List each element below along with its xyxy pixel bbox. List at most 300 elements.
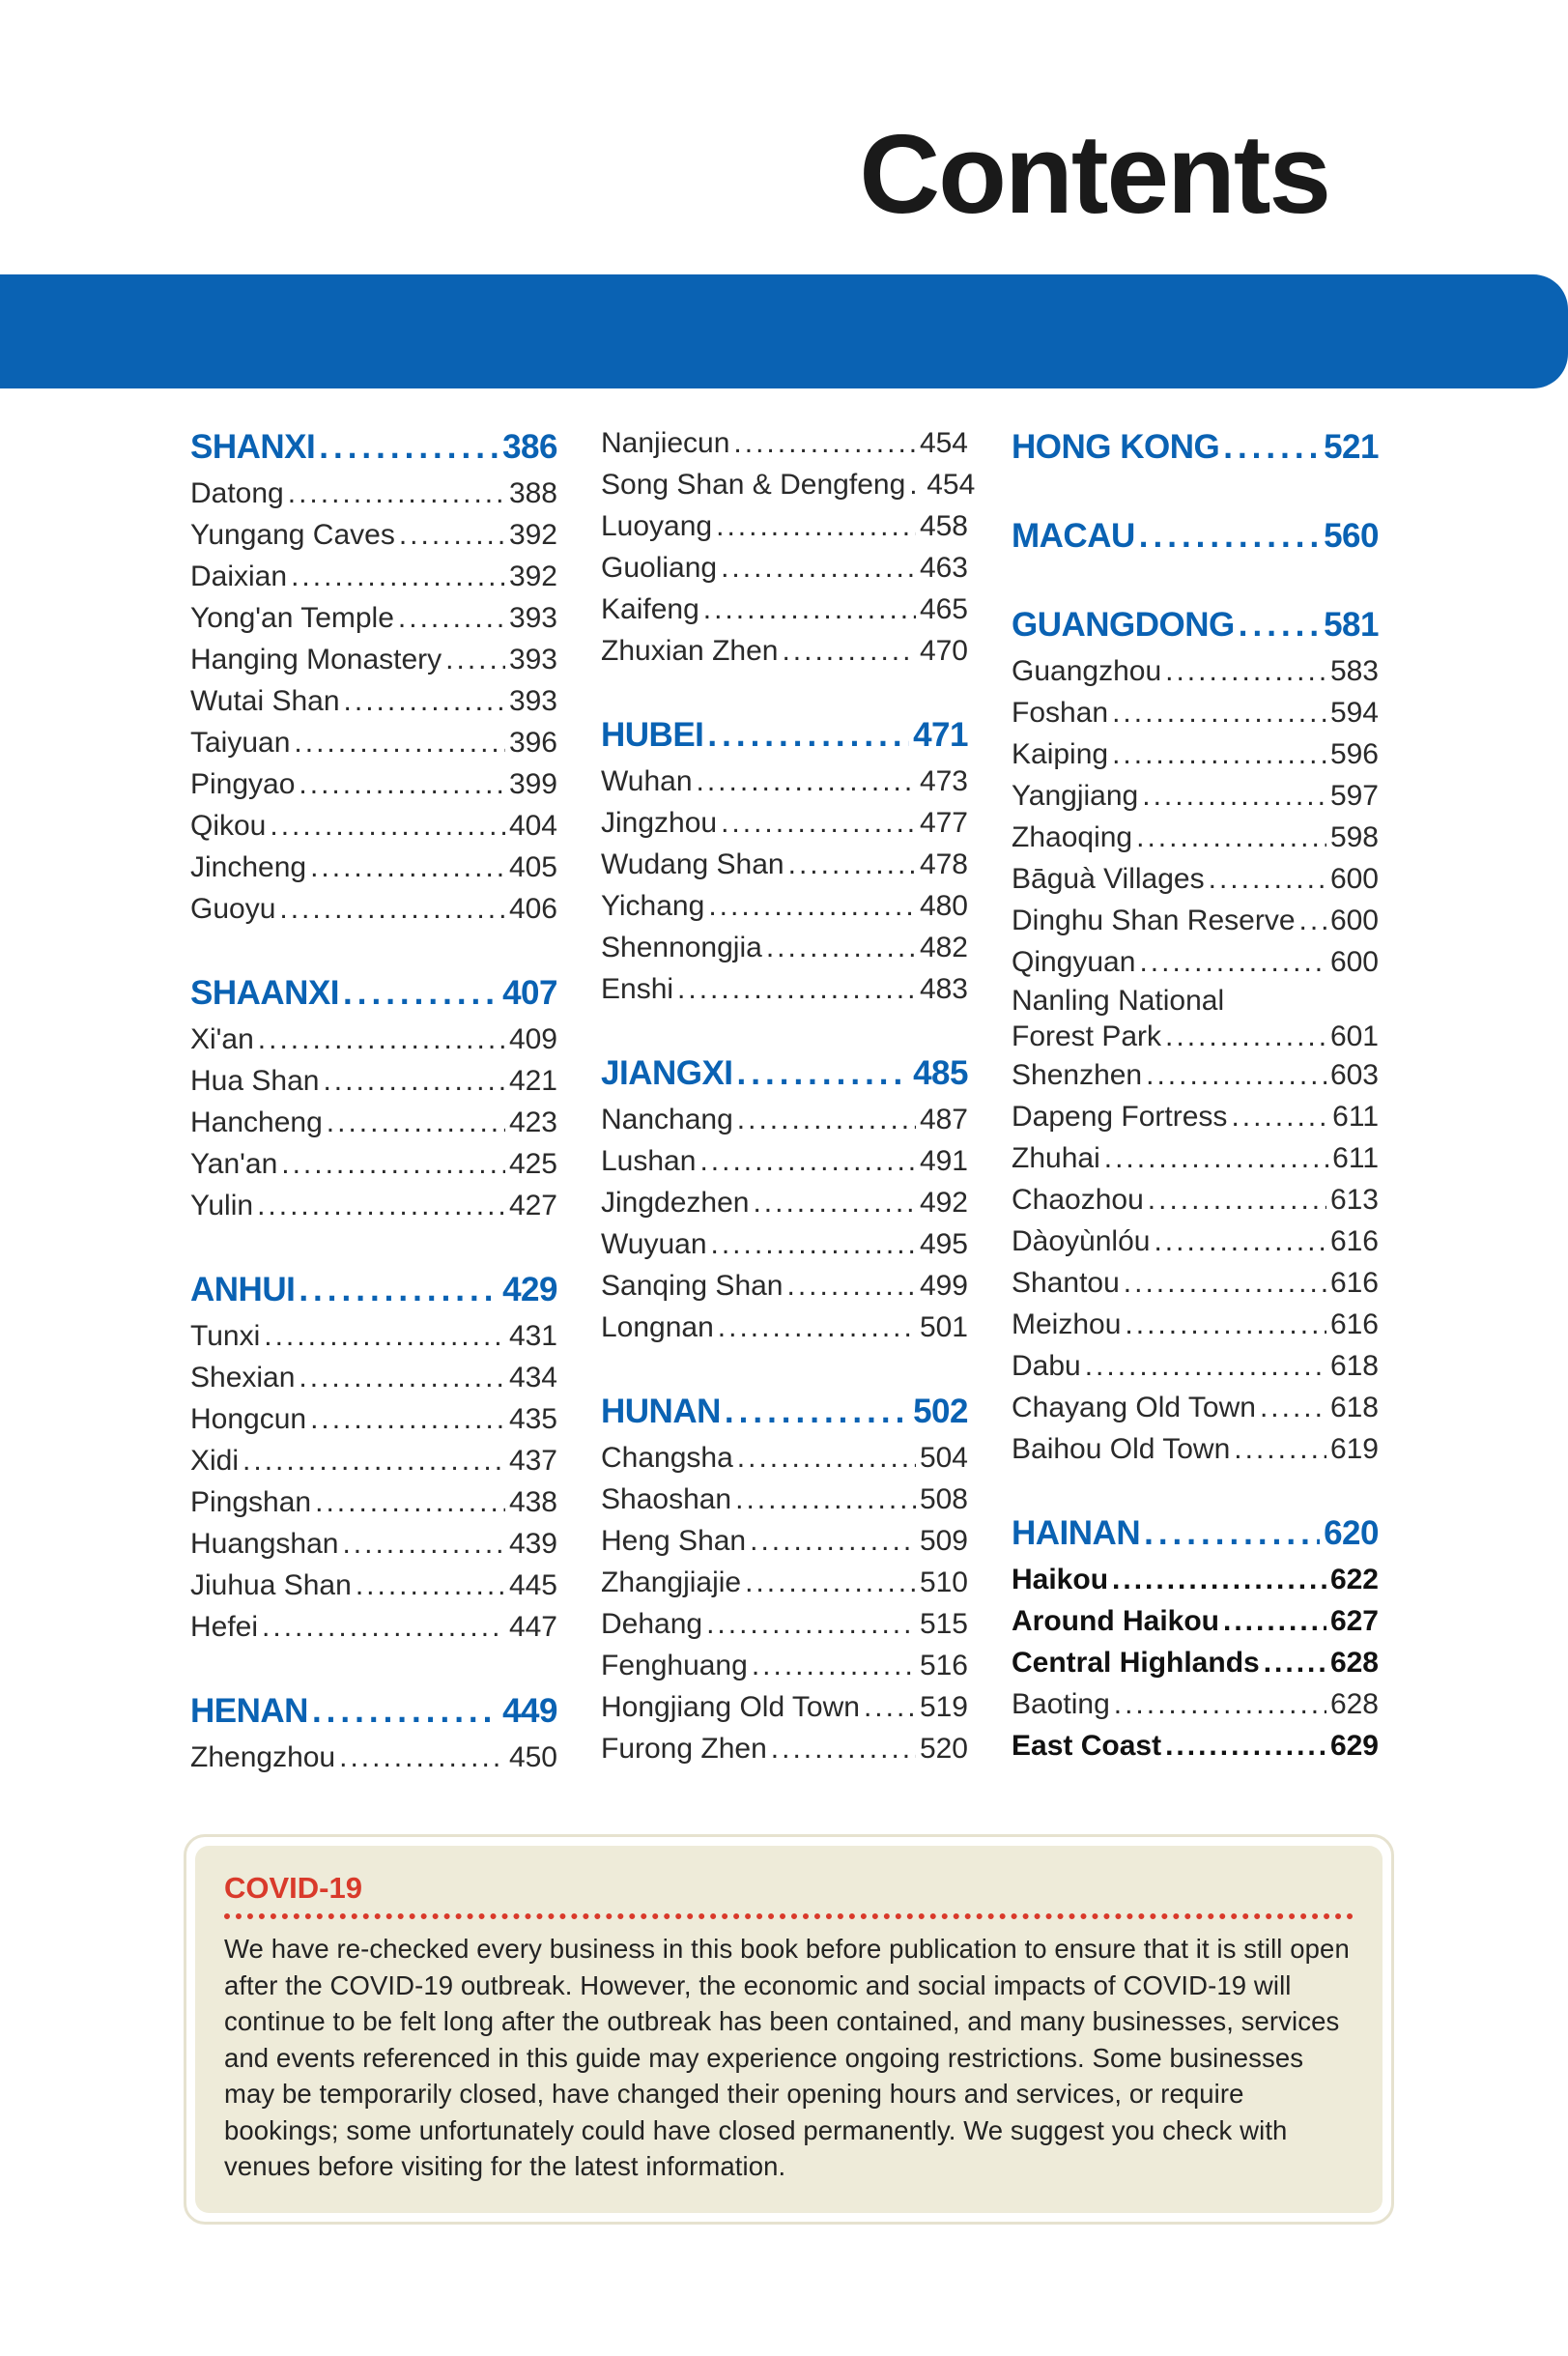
dot-leader <box>1112 1559 1326 1600</box>
dot-leader <box>1264 1642 1326 1683</box>
toc-entry-page: 616 <box>1329 1267 1379 1299</box>
toc-entry-page: 439 <box>508 1528 557 1560</box>
toc-entry-label: Song Shan & Dengfeng <box>601 469 906 501</box>
dot-leader <box>864 1686 916 1728</box>
toc-entry-page: 611 <box>1332 1101 1379 1133</box>
toc-entry-label: Jingdezhen <box>601 1187 750 1219</box>
section-gap <box>601 1348 968 1387</box>
dot-leader <box>745 1562 916 1603</box>
toc-entry-page: 613 <box>1329 1184 1379 1216</box>
toc-section-heading[interactable] <box>190 968 557 1019</box>
dot-leader <box>1260 1387 1326 1428</box>
toc-entry-label: Shennongjia <box>601 932 762 963</box>
toc-entry-page: 393 <box>508 602 557 634</box>
toc-entry-page: 425 <box>508 1148 557 1180</box>
section-page: 502 <box>913 1393 968 1430</box>
toc-entry-label: Longnan <box>601 1311 714 1343</box>
toc-entry-label: Hongcun <box>190 1403 307 1435</box>
toc-entry-page: 622 <box>1329 1564 1379 1595</box>
toc-entry[interactable] <box>1012 1600 1379 1642</box>
section-gap <box>190 930 557 968</box>
dot-leader <box>737 1049 910 1099</box>
dot-leader <box>753 1182 915 1223</box>
dot-leader <box>782 630 915 672</box>
toc-entry-page: 601 <box>1329 1020 1379 1052</box>
section-page: 449 <box>502 1692 557 1730</box>
toc-entry-label: Furong Zhen <box>601 1733 767 1765</box>
dot-leader <box>1223 422 1320 473</box>
toc-entry-page: 611 <box>1332 1142 1379 1174</box>
toc-entry-page: 463 <box>919 552 968 584</box>
toc-entry-label: Hefei <box>190 1611 259 1643</box>
toc-entry[interactable] <box>190 1398 557 1440</box>
toc-entry[interactable] <box>190 639 557 680</box>
dot-leader <box>909 464 923 505</box>
toc-entry[interactable] <box>1012 692 1379 733</box>
dot-leader <box>339 1737 505 1778</box>
toc-entry[interactable] <box>601 589 968 630</box>
toc-entry-page: 510 <box>919 1566 968 1598</box>
toc-entry-page: 437 <box>508 1445 557 1477</box>
toc-entry[interactable] <box>601 761 968 802</box>
dot-leader <box>707 710 909 761</box>
toc-entry-label: Dàoyùnlóu <box>1012 1225 1151 1257</box>
toc-entry-label: Yungang Caves <box>190 519 395 551</box>
toc-entry-label: Dabu <box>1012 1350 1081 1382</box>
dot-leader <box>1139 511 1320 561</box>
toc-entry-page: 603 <box>1329 1059 1379 1091</box>
toc-entry[interactable] <box>601 1728 968 1769</box>
dot-leader <box>399 514 505 556</box>
toc-entry[interactable] <box>601 1265 968 1307</box>
toc-entry-page: 516 <box>919 1650 968 1681</box>
toc-entry[interactable] <box>1012 1054 1379 1096</box>
toc-entry-label: Wutai Shan <box>190 685 340 717</box>
dot-leader <box>1234 1428 1326 1470</box>
dot-leader <box>1239 600 1320 650</box>
toc-entry-page: 482 <box>919 932 968 963</box>
section-title: MACAU <box>1012 517 1135 555</box>
toc-entry[interactable] <box>1012 1345 1379 1387</box>
toc-entry-page: 388 <box>508 477 557 509</box>
toc-entry[interactable] <box>190 763 557 805</box>
dot-leader <box>1223 1600 1326 1642</box>
toc-entry-page: 406 <box>508 893 557 925</box>
toc-entry[interactable] <box>1012 983 1379 1054</box>
toc-entry-label: Kaifeng <box>601 593 699 625</box>
dot-leader <box>1104 1137 1328 1179</box>
dot-leader <box>711 1223 916 1265</box>
toc-entry[interactable] <box>1012 1725 1379 1767</box>
dot-leader <box>1114 1683 1326 1725</box>
toc-entry-label: Xidi <box>190 1445 240 1477</box>
toc-entry[interactable] <box>190 1315 557 1357</box>
toc-entry-page: 508 <box>919 1483 968 1515</box>
toc-column-3 <box>1012 422 1379 1767</box>
toc-entry-label: Guangzhou <box>1012 655 1162 687</box>
dot-leader <box>356 1565 505 1606</box>
toc-entry-label: Wuyuan <box>601 1228 707 1260</box>
toc-entry-label: Chaozhou <box>1012 1184 1144 1216</box>
toc-entry[interactable] <box>190 1143 557 1185</box>
toc-section-heading[interactable] <box>1012 600 1379 650</box>
toc-entry-page: 499 <box>919 1270 968 1302</box>
toc-entry-line <box>1012 1019 1379 1054</box>
toc-entry[interactable] <box>1012 1428 1379 1470</box>
toc-entry-label: Shenzhen <box>1012 1059 1143 1091</box>
section-title: SHANXI <box>190 428 316 466</box>
toc-section-heading[interactable] <box>1012 1508 1379 1559</box>
toc-entry-page: 434 <box>508 1362 557 1393</box>
dot-leader <box>312 1686 499 1737</box>
toc-entry-page: 491 <box>919 1145 968 1177</box>
dot-leader <box>697 761 916 802</box>
toc-entry[interactable] <box>601 547 968 589</box>
toc-entry[interactable] <box>190 1357 557 1398</box>
toc-entry[interactable] <box>601 1182 968 1223</box>
dot-leader <box>310 1398 505 1440</box>
toc-entry-page: 396 <box>508 727 557 759</box>
toc-entry[interactable] <box>1012 1559 1379 1600</box>
toc-entry-page: 431 <box>508 1320 557 1352</box>
toc-entry[interactable] <box>601 927 968 968</box>
toc-entry-page: 492 <box>919 1187 968 1219</box>
dot-leader <box>718 1307 916 1348</box>
toc-entry[interactable] <box>601 1479 968 1520</box>
dot-leader <box>270 805 505 847</box>
dot-leader <box>725 1387 909 1437</box>
toc-entry-label: Wudang Shan <box>601 848 784 880</box>
section-title: JIANGXI <box>601 1054 733 1092</box>
dot-leader <box>1112 733 1326 775</box>
toc-entry[interactable] <box>190 1481 557 1523</box>
toc-entry-page: 487 <box>919 1104 968 1135</box>
dot-leader <box>1139 941 1326 983</box>
toc-entry[interactable] <box>1012 1096 1379 1137</box>
toc-section-heading[interactable] <box>190 422 557 473</box>
toc-entry-label: Yong'an Temple <box>190 602 394 634</box>
toc-entry-label: Qikou <box>190 810 267 842</box>
toc-entry-label: East Coast <box>1012 1730 1162 1762</box>
toc-entry-label: Guoyu <box>190 893 276 925</box>
section-page: 429 <box>502 1271 557 1308</box>
toc-entry[interactable] <box>190 1606 557 1648</box>
toc-entry-page: 600 <box>1329 863 1379 895</box>
toc-entry-label: Dinghu Shan Reserve <box>1012 905 1296 936</box>
section-page: 386 <box>502 428 557 466</box>
covid-title: COVID-19 <box>224 1871 362 1905</box>
toc-entry[interactable] <box>190 1019 557 1060</box>
toc-entry-label: Haikou <box>1012 1564 1109 1595</box>
toc-entry-page: 628 <box>1329 1647 1379 1679</box>
toc-entry-page: 392 <box>508 519 557 551</box>
toc-entry-label: Tunxi <box>190 1320 261 1352</box>
toc-section-heading[interactable] <box>190 1265 557 1315</box>
toc-entry[interactable] <box>601 1562 968 1603</box>
toc-entry-label: Dehang <box>601 1608 703 1640</box>
toc-entry-label: Zhengzhou <box>190 1741 336 1773</box>
dot-leader <box>262 1606 505 1648</box>
toc-entry-label: Shantou <box>1012 1267 1120 1299</box>
dot-leader <box>708 885 916 927</box>
section-title: HENAN <box>190 1692 308 1730</box>
covid-notice <box>184 1834 1394 2225</box>
toc-entry[interactable] <box>1012 775 1379 817</box>
dot-leader <box>1136 817 1326 858</box>
toc-entry-page: 515 <box>919 1608 968 1640</box>
dot-leader <box>319 422 499 473</box>
toc-entry-page: 600 <box>1329 905 1379 936</box>
toc-entry[interactable] <box>601 885 968 927</box>
toc-entry-label: Pingshan <box>190 1486 312 1518</box>
toc-entry[interactable] <box>601 1099 968 1140</box>
section-title: HAINAN <box>1012 1514 1141 1552</box>
toc-entry[interactable] <box>190 805 557 847</box>
section-page: 521 <box>1324 428 1379 466</box>
toc-entry-label: Sanqing Shan <box>601 1270 784 1302</box>
dot-leader <box>1165 650 1326 692</box>
toc-column-1 <box>190 422 557 1778</box>
section-title: HONG KONG <box>1012 428 1220 466</box>
toc-entry[interactable] <box>601 1645 968 1686</box>
dot-leader <box>771 1728 916 1769</box>
dot-leader <box>677 968 916 1010</box>
toc-entry[interactable] <box>1012 1387 1379 1428</box>
dot-leader <box>258 1019 505 1060</box>
section-title: HUBEI <box>601 716 704 754</box>
toc-entry-label: Xi'an <box>190 1023 254 1055</box>
toc-entry[interactable] <box>601 1307 968 1348</box>
section-page: 620 <box>1324 1514 1379 1552</box>
toc-entry[interactable] <box>601 1520 968 1562</box>
toc-entry-label: Fenghuang <box>601 1650 748 1681</box>
dot-leader <box>737 1099 916 1140</box>
dot-leader <box>291 556 505 597</box>
section-page: 581 <box>1324 606 1379 644</box>
toc-entry-label: Jincheng <box>190 851 307 883</box>
section-gap <box>1012 1470 1379 1508</box>
toc-entry-page: 616 <box>1329 1308 1379 1340</box>
toc-entry[interactable] <box>1012 858 1379 900</box>
toc-entry-page: 501 <box>919 1311 968 1343</box>
dot-leader <box>264 1315 505 1357</box>
toc-entry[interactable] <box>601 1603 968 1645</box>
toc-entry-page: 596 <box>1329 738 1379 770</box>
dot-leader <box>242 1440 505 1481</box>
toc-entry-label: Yichang <box>601 890 705 922</box>
toc-entry-label: Lushan <box>601 1145 697 1177</box>
toc-entry-page: 597 <box>1329 780 1379 812</box>
toc-entry[interactable] <box>190 514 557 556</box>
dot-leader <box>1209 858 1326 900</box>
toc-entry[interactable] <box>190 1737 557 1778</box>
toc-entry[interactable] <box>601 968 968 1010</box>
toc-entry-label: Daixian <box>190 560 288 592</box>
toc-entry[interactable] <box>601 802 968 844</box>
toc-entry[interactable] <box>601 505 968 547</box>
section-page: 471 <box>913 716 968 754</box>
dot-leader <box>1125 1304 1326 1345</box>
toc-entry-label: Guoliang <box>601 552 718 584</box>
toc-entry-page: 619 <box>1329 1433 1379 1465</box>
section-gap <box>601 672 968 710</box>
dot-leader <box>787 1265 916 1307</box>
toc-entry[interactable] <box>1012 900 1379 941</box>
toc-entry-page: 520 <box>919 1733 968 1765</box>
toc-section-heading[interactable] <box>601 1387 968 1437</box>
toc-entry[interactable] <box>190 1060 557 1102</box>
dot-leader <box>1154 1221 1326 1262</box>
toc-entry-label: Enshi <box>601 973 674 1005</box>
dot-leader <box>344 680 505 722</box>
dot-leader <box>721 547 916 589</box>
toc-entry-page: 616 <box>1329 1225 1379 1257</box>
toc-entry[interactable] <box>190 722 557 763</box>
toc-entry[interactable] <box>1012 733 1379 775</box>
section-gap <box>190 1226 557 1265</box>
toc-entry[interactable] <box>190 1102 557 1143</box>
toc-entry-page: 405 <box>508 851 557 883</box>
toc-entry-page: 399 <box>508 768 557 800</box>
toc-entry-label: Jingzhou <box>601 807 718 839</box>
toc-entry-page: 483 <box>919 973 968 1005</box>
dot-leader <box>343 968 499 1019</box>
dot-leader <box>1124 1262 1326 1304</box>
toc-entry-label: Dapeng Fortress <box>1012 1101 1228 1133</box>
toc-entry[interactable] <box>190 473 557 514</box>
section-page: 560 <box>1324 517 1379 555</box>
toc-entry-label: Hongjiang Old Town <box>601 1691 860 1723</box>
toc-entry-page: 458 <box>919 510 968 542</box>
dot-leader <box>294 722 505 763</box>
toc-entry-label: Zhuhai <box>1012 1142 1100 1174</box>
covid-dotted-rule <box>224 1913 1354 1919</box>
toc-entry[interactable] <box>190 556 557 597</box>
dot-leader <box>323 1060 505 1102</box>
toc-entry-page: 598 <box>1329 821 1379 853</box>
toc-entry-label: Baoting <box>1012 1688 1110 1720</box>
toc-entry-label: Yangjiang <box>1012 780 1139 812</box>
dot-leader <box>257 1185 505 1226</box>
toc-entry[interactable] <box>601 844 968 885</box>
section-page: 407 <box>502 974 557 1012</box>
toc-entry[interactable] <box>601 464 976 505</box>
toc-entry[interactable] <box>601 1437 968 1479</box>
toc-entry-label: Shexian <box>190 1362 296 1393</box>
dot-leader <box>766 927 916 968</box>
covid-notice-panel <box>195 1846 1383 2213</box>
toc-entry-page: 450 <box>508 1741 557 1773</box>
toc-entry-label: Nanchang <box>601 1104 733 1135</box>
toc-entry[interactable] <box>190 1440 557 1481</box>
dot-leader <box>281 1143 505 1185</box>
toc-entry-page: 495 <box>919 1228 968 1260</box>
toc-entry-page: 404 <box>508 810 557 842</box>
dot-leader <box>315 1481 505 1523</box>
toc-entry[interactable] <box>601 630 968 672</box>
toc-entry-page: 470 <box>919 635 968 667</box>
dot-leader <box>1148 1179 1326 1221</box>
toc-entry-label: Zhangjiajie <box>601 1566 742 1598</box>
toc-entry-label: Zhaoqing <box>1012 821 1133 853</box>
toc-entry-page: 454 <box>927 469 976 501</box>
toc-entry-label: Hanging Monastery <box>190 644 442 675</box>
toc-entry[interactable] <box>1012 1262 1379 1304</box>
toc-entry[interactable] <box>601 1223 968 1265</box>
dot-leader <box>733 422 916 464</box>
toc-entry[interactable] <box>190 847 557 888</box>
section-page: 485 <box>913 1054 968 1092</box>
toc-entry-label: Heng Shan <box>601 1525 747 1557</box>
dot-leader <box>342 1523 504 1565</box>
toc-section-heading[interactable] <box>1012 422 1379 473</box>
toc-entry-page: 435 <box>508 1403 557 1435</box>
toc-entry-label: Wuhan <box>601 765 693 797</box>
dot-leader <box>1085 1345 1326 1387</box>
toc-entry-label: Pingyao <box>190 768 296 800</box>
toc-entry[interactable] <box>1012 1642 1379 1683</box>
toc-entry[interactable] <box>190 888 557 930</box>
dot-leader <box>1165 1725 1326 1767</box>
dot-leader <box>299 763 505 805</box>
toc-entry-label: Yulin <box>190 1190 254 1221</box>
toc-entry-label: Qingyuan <box>1012 946 1136 978</box>
toc-entry[interactable] <box>1012 650 1379 692</box>
toc-entry[interactable] <box>190 1523 557 1565</box>
toc-entry-page: 465 <box>919 593 968 625</box>
toc-entry[interactable] <box>601 422 968 464</box>
section-gap <box>190 1648 557 1686</box>
toc-entry-label: Meizhou <box>1012 1308 1122 1340</box>
toc-entry[interactable] <box>601 1686 968 1728</box>
dot-leader <box>1112 692 1326 733</box>
toc-entry-page: 409 <box>508 1023 557 1055</box>
toc-section-heading[interactable] <box>190 1686 557 1737</box>
toc-entry[interactable] <box>190 597 557 639</box>
toc-entry-label: Kaiping <box>1012 738 1109 770</box>
toc-entry-page: 504 <box>919 1442 968 1474</box>
toc-entry[interactable] <box>190 1185 557 1226</box>
dot-leader <box>279 888 505 930</box>
covid-text: We have re-checked every business in this book before publication to ensure that it is still open after the COVID-19 outbreak. However, the economic and social impacts of COVID-19 will continue to be felt long after the outbreak has been contained, and many businesses, services and events referenced in this guide may experience ongoing restrictions. Some businesses may be temporarily closed, have changed their opening hours and services, or require bookings; some unfortunately could have closed permanently. We suggest you check with venues before visiting for the latest information. <box>224 1934 1350 2181</box>
toc-entry-page: 478 <box>919 848 968 880</box>
toc-entry-page: 445 <box>508 1569 557 1601</box>
toc-entry[interactable] <box>1012 941 1379 983</box>
toc-entry-page: 509 <box>919 1525 968 1557</box>
dot-leader <box>752 1645 916 1686</box>
toc-entry[interactable] <box>1012 1179 1379 1221</box>
toc-entry-label: Jiuhua Shan <box>190 1569 352 1601</box>
toc-entry-page: 600 <box>1329 946 1379 978</box>
toc-entry[interactable] <box>1012 1304 1379 1345</box>
toc-entry-label: Bāguà Villages <box>1012 863 1205 895</box>
toc-entry[interactable] <box>1012 1221 1379 1262</box>
dot-leader <box>699 1140 916 1182</box>
toc-section-heading[interactable] <box>1012 511 1379 561</box>
toc-entry[interactable] <box>1012 817 1379 858</box>
toc-section-heading[interactable] <box>601 1049 968 1099</box>
toc-entry[interactable] <box>1012 1137 1379 1179</box>
toc-entry-page: 480 <box>919 890 968 922</box>
toc-entry[interactable] <box>601 1140 968 1182</box>
toc-entry-page: 393 <box>508 644 557 675</box>
toc-entry[interactable] <box>1012 1683 1379 1725</box>
toc-entry[interactable] <box>190 680 557 722</box>
dot-leader <box>398 597 505 639</box>
toc-section-heading[interactable] <box>601 710 968 761</box>
toc-entry[interactable] <box>190 1565 557 1606</box>
toc-entry-page: 447 <box>508 1611 557 1643</box>
